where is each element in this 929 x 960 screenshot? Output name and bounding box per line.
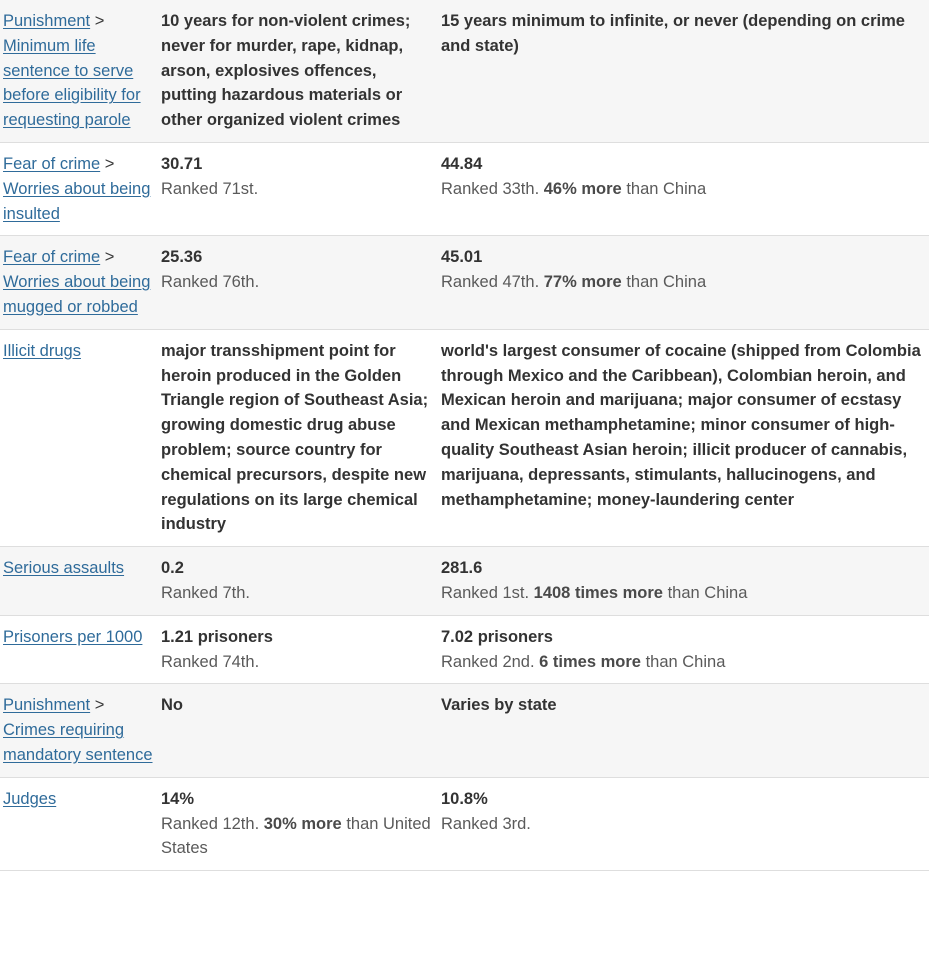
us-rank: Ranked 47th. [441,273,540,292]
us-rank: Ranked 1st. [441,583,530,602]
us-cell [441,777,929,870]
china-rank: Ranked 71st. [161,179,259,198]
china-compare-rest: than United States [161,814,431,858]
category-link[interactable]: Fear of crime [3,154,101,173]
us-compare-rest: than China [667,583,748,602]
us-compare-rest: than China [626,273,707,292]
us-rank: Ranked 33th. [441,179,540,198]
us-value: 281.6 [441,559,483,578]
us-value: 44.84 [441,154,483,173]
table-row [0,684,929,777]
china-cell [161,547,441,616]
subcategory-link[interactable]: Minimum life sentence to serve before eligibility for requesting parole [3,36,141,130]
us-value: 45.01 [441,248,483,267]
us-rank-line [441,581,923,606]
us-compare-bold: 46% more [543,179,622,198]
us-value: 10.8% [441,789,488,808]
us-rank: Ranked 3rd. [441,814,531,833]
china-value: 0.2 [161,559,184,578]
us-text: Varies by state [441,696,557,715]
china-rank-line [161,812,433,862]
breadcrumb-separator: > [94,12,105,30]
us-rank: Ranked 2nd. [441,652,535,671]
us-cell [441,547,929,616]
china-cell [161,0,441,142]
us-cell [441,329,929,546]
row-label [0,684,161,777]
us-cell [441,615,929,684]
china-rank: Ranked 7th. [161,583,250,602]
row-label [0,547,161,616]
category-link[interactable]: Fear of crime [3,248,101,267]
row-label [0,329,161,546]
china-rank: Ranked 76th. [161,273,260,292]
china-cell [161,615,441,684]
china-cell [161,777,441,870]
china-cell [161,329,441,546]
category-link[interactable]: Punishment [3,696,91,715]
category-link[interactable]: Prisoners per 1000 [3,627,143,646]
subcategory-link[interactable]: Worries about being insulted [3,179,151,223]
china-rank: Ranked 74th. [161,652,260,671]
table-row [0,777,929,870]
china-value: 25.36 [161,248,203,267]
category-link[interactable]: Judges [3,789,57,808]
china-compare-bold: 30% more [263,814,342,833]
row-label [0,142,161,235]
us-compare-bold: 1408 times more [533,583,663,602]
us-compare-bold: 77% more [543,273,622,292]
us-cell [441,236,929,329]
table-row [0,236,929,329]
us-cell [441,684,929,777]
subcategory-link[interactable]: Crimes requiring mandatory sentence [3,721,153,764]
table-row [0,615,929,684]
us-text: world's largest consumer of cocaine (shipped from Colombia through Mexico and the Caribbean), Colombian heroin, and Mexican heroin and marijuana; major consumer of ecstasy and Mexican methamphetamine; minor consumer of high-quality Southeast Asian heroin; illicit producer of cannabis, marijuana, depressants, stimulants, hallucinogens, and methamphetamine; money-laundering center [441,341,921,509]
row-label [0,777,161,870]
china-cell [161,236,441,329]
table-row [0,329,929,546]
breadcrumb-separator: > [104,154,115,173]
us-compare-rest: than China [645,652,726,671]
china-cell [161,142,441,235]
breadcrumb-separator: > [104,248,115,267]
us-rank-line [441,270,923,295]
breadcrumb-separator: > [94,696,105,715]
category-link[interactable]: Punishment [3,12,91,30]
us-value: 7.02 prisoners [441,627,553,646]
table-row [0,0,929,142]
china-value: 14% [161,789,195,808]
row-label [0,236,161,329]
us-rank-line [441,177,923,202]
us-cell [441,142,929,235]
china-text: major transshipment point for heroin produced in the Golden Triangle region of Southeast Asia; growing domestic drug abuse problem; source country for chemical precursors, despite new regulations on its large chemical industry [161,341,429,534]
table-row [0,142,929,235]
us-cell [441,0,929,142]
china-value: 30.71 [161,154,203,173]
china-cell [161,684,441,777]
category-link[interactable]: Illicit drugs [3,341,81,360]
us-text: 15 years minimum to infinite, or never (depending on crime and state) [441,12,905,55]
china-value: 1.21 prisoners [161,627,273,646]
category-link[interactable]: Serious assaults [3,559,125,578]
us-compare-bold: 6 times more [539,652,641,671]
us-rank-line [441,650,923,675]
us-compare-rest: than China [626,179,707,198]
subcategory-link[interactable]: Worries about being mugged or robbed [3,273,151,316]
row-label [0,0,161,142]
row-label [0,615,161,684]
china-text: 10 years for non-violent crimes; never for murder, rape, kidnap, arson, explosives offences, putting hazardous materials or other organized violent crimes [161,12,411,130]
china-rank: Ranked 12th. [161,814,260,833]
china-text: No [161,696,183,715]
table-row [0,547,929,616]
